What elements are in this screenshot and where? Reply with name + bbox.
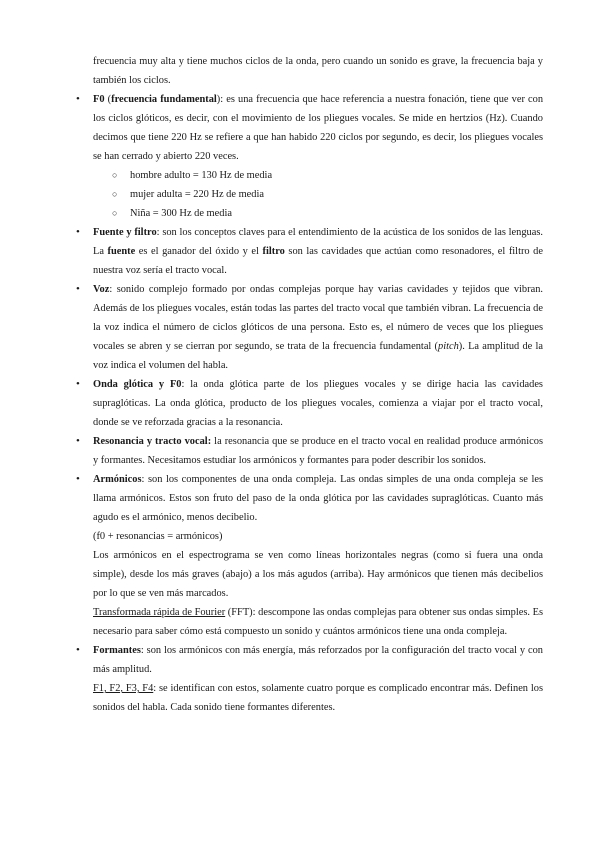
text-run: ). La amplitud de la voz indica el volumen del habla. <box>93 341 543 371</box>
text-run: F0 <box>93 94 105 105</box>
document-body <box>93 52 543 717</box>
text-run: Formantes <box>93 645 141 656</box>
text-run: (FFT): descompone las ondas complejas para obtener sus ondas simples. Es necesario para saber cómo está compuesto un sonido y cuántos armónicos tiene una onda compleja. <box>93 607 543 637</box>
text-run: mujer adulta = 220 Hz de media <box>130 189 264 200</box>
text-run: frecuencia muy alta y tiene muchos ciclos de la onda, pero cuando un sonido es grave, la frecuencia baja y también los ciclos. <box>93 56 543 86</box>
bullet-item <box>93 375 543 432</box>
body-paragraph <box>93 679 543 717</box>
text-run: : la onda glótica parte de los pliegues vocales y se dirige hacia las cavidades supraglóticas. La onda glótica, producto de los pliegues vocales, comienza a viajar por el tracto vocal, donde se ve reforzada gracias a la resonancia. <box>93 379 543 428</box>
text-run: : son los componentes de una onda compleja. Las ondas simples de una onda compleja se les llama armónicos. Estos son fruto del paso de la onda glótica por las cavidades supraglóticas. Cuanto más agudo es el armónico, menos decibelio. <box>93 474 543 523</box>
body-paragraph <box>93 52 543 90</box>
text-run: hombre adulto = 130 Hz de media <box>130 170 273 181</box>
text-run: filtro <box>262 246 285 257</box>
text-run: Niña = 300 Hz de media <box>130 208 232 219</box>
body-paragraph <box>93 546 543 603</box>
text-run: ): es una frecuencia que hace referencia a nuestra fonación, tiene que ver con los ciclos glóticos, es decir, con el movimiento de los pliegues vocales. Se mide en hertzios (Hz). Cuando decimos que tiene 220 Hz se refiere a que han habido 220 ciclos por segundo, es decir, los pliegues vocales se han cerrado y abierto 220 veces. <box>93 94 544 162</box>
text-run: fuente <box>107 246 136 257</box>
text-run: es el ganador del óxido y el <box>135 246 263 257</box>
sub-bullet-item <box>130 204 543 223</box>
sub-bullet-item <box>130 185 543 204</box>
body-paragraph <box>93 603 543 641</box>
text-run: frecuencia fundamental <box>111 94 217 105</box>
bullet-item <box>93 90 543 166</box>
text-run: F1, F2, F3, F4 <box>93 683 154 694</box>
text-run: Transformada rápida de Fourier <box>93 607 226 618</box>
text-run: Los armónicos en el espectrograma se ven como líneas horizontales negras (como si fuera una onda simple), desde los más graves (abajo) a los más agudos (arriba). Hay armónicos que tienen más decibelios por lo que se ven más marcados. <box>93 550 543 599</box>
text-run: la resonancia que se produce en el tracto vocal en realidad produce armónicos y formantes. Necesitamos estudiar los armónicos y formantes para poder describir los sonidos. <box>93 436 543 466</box>
text-run: Onda glótica y F0 <box>93 379 182 390</box>
formula-line <box>93 527 543 546</box>
bullet-item <box>93 470 543 527</box>
text-run: Armónicos <box>93 474 142 485</box>
text-run: : se identifican con estos, solamente cuatro porque es complicado encontrar más. Definen los sonidos del habla. Cada sonido tiene formantes diferentes. <box>93 683 543 713</box>
text-run: (f0 + resonancias = armónicos) <box>93 531 223 542</box>
text-run: son las cavidades que actúan como resonadores, el filtro de nuestra voz sería el tracto vocal. <box>93 246 543 276</box>
text-run: : sonido complejo formado por ondas complejas porque hay varias cavidades y tejidos que vibran. Además de los pliegues vocales, están todas las partes del tracto vocal que también vibran. La frecuencia de la voz indica el número de ciclos glóticos de una persona. Esto es, el número de veces que los pliegues vocales se abren y se cierran por segundo, se trata de la frecuencia fundamental ( <box>93 284 543 352</box>
bullet-item <box>93 280 543 375</box>
bullet-item <box>93 432 543 470</box>
text-run: Fuente y filtro <box>93 227 157 238</box>
text-run: pitch <box>438 341 459 352</box>
text-run: : son los conceptos claves para el entendimiento de la acústica de los sonidos de las lenguas. La <box>93 227 543 257</box>
text-run: Voz <box>93 284 110 295</box>
sub-bullet-item <box>130 166 543 185</box>
bullet-item <box>93 641 543 679</box>
bullet-item <box>93 223 543 280</box>
text-run: : son los armónicos con más energía, más reforzados por la configuración del tracto vocal y con más amplitud. <box>93 645 543 675</box>
text-run: ( <box>104 94 112 105</box>
text-run: Resonancia y tracto vocal: <box>93 436 212 447</box>
